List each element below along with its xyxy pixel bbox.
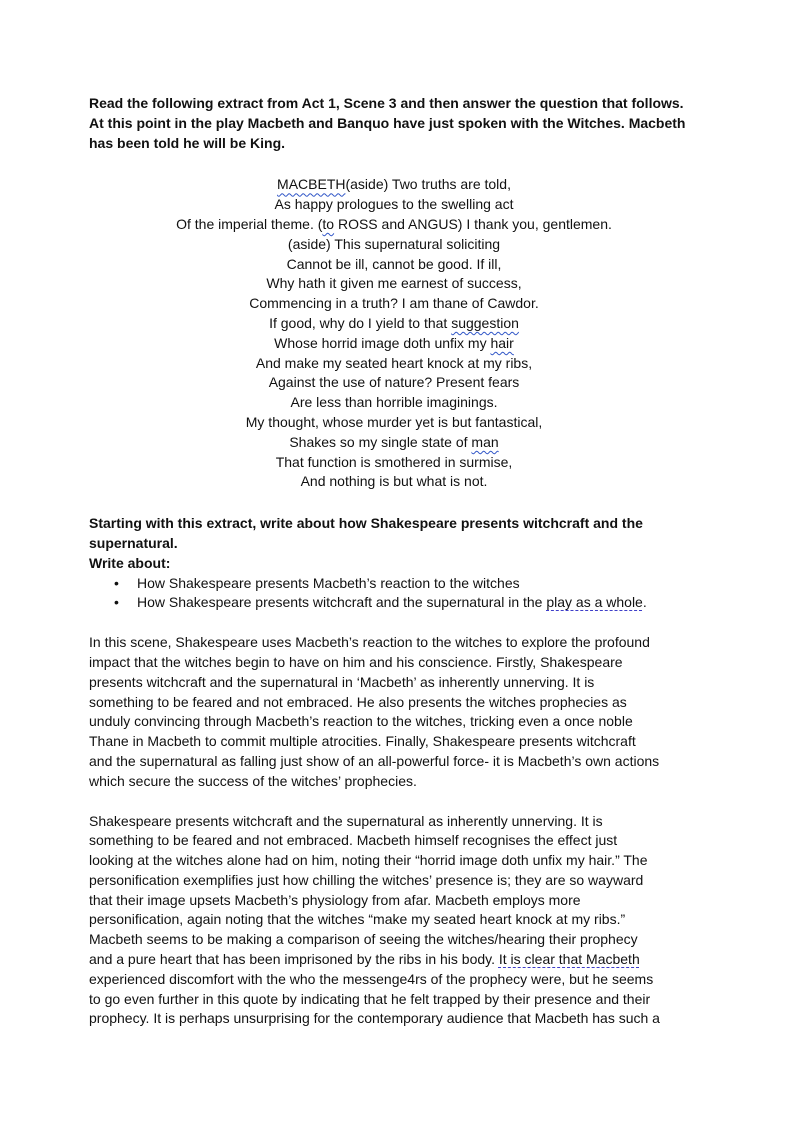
bullet-icon: • [114, 594, 119, 611]
intro-line: Read the following extract from Act 1, Scene 3 and then answer the question that follows. [89, 95, 684, 111]
essay-line: prophecy. It is perhaps unsurprising for the contemporary audience that Macbeth has such a [89, 1010, 660, 1027]
spellcheck-flag[interactable]: MACBETH [277, 176, 346, 193]
extract-line: Cannot be ill, cannot be good. If ill, [286, 255, 502, 272]
essay-line: impact that the witches begin to have on him and his conscience. Firstly, Shakespeare [89, 653, 623, 670]
grammar-flag[interactable]: It is clear that Macbeth [498, 951, 640, 968]
essay-line: which secure the success of the witches’ prophecies. [89, 772, 417, 789]
essay-paragraph-1 [89, 633, 709, 791]
extract-line: And make my seated heart knock at my ribs, [255, 354, 533, 371]
document-page [89, 94, 709, 1029]
essay-line: to go even further in this quote by indicating that he felt trapped by their presence and their [89, 990, 651, 1007]
essay-line: experienced discomfort with the who the messenge4rs of the prophecy were, but he seems [89, 970, 654, 987]
intro-line: has been told he will be King. [89, 134, 286, 151]
extract-line: MACBETH(aside) Two truths are told, [277, 176, 511, 193]
write-about-heading: Write about: [89, 554, 171, 571]
essay-line: that their image upsets Macbeth’s physiology from afar. Macbeth employs more [89, 891, 581, 908]
extract-line: And nothing is but what is not. [300, 473, 488, 490]
task-line: supernatural. [89, 534, 178, 551]
grammar-flag[interactable]: suggestion [451, 314, 519, 331]
essay-line: Shakespeare presents witchcraft and the supernatural as inherently unnerving. It is [89, 812, 603, 829]
extract-line: Why hath it given me earnest of success, [266, 275, 522, 292]
grammar-flag[interactable]: hair [490, 334, 514, 351]
essay-line: Macbeth seems to be making a comparison of seeing the witches/hearing their prophecy [89, 931, 638, 948]
essay-line: personification exemplifies just how chilling the witches’ presence is; they are so wayward [89, 871, 644, 888]
extract-line: Shakes so my single state of man [289, 433, 499, 450]
task-question [89, 514, 709, 573]
grammar-flag[interactable]: play as a whole [546, 594, 643, 611]
extract-line: Commencing in a truth? I am thane of Cawdor. [249, 295, 539, 312]
list-item: • How Shakespeare presents witchcraft and the supernatural in the play as a whole. [89, 593, 709, 613]
extract-line: Of the imperial theme. (to ROSS and ANGUS) I thank you, gentlemen. [176, 215, 612, 232]
extract-line: (aside) This supernatural soliciting [287, 235, 501, 252]
essay-line: something to be feared and not embraced. Macbeth himself recognises the effect just [89, 832, 618, 849]
grammar-flag[interactable]: man [471, 433, 499, 450]
question-intro [89, 94, 709, 153]
list-item: • How Shakespeare presents Macbeth’s reaction to the witches [89, 574, 709, 594]
essay-paragraph-2 [89, 812, 709, 1030]
essay-line: In this scene, Shakespeare uses Macbeth’s reaction to the witches to explore the profound [89, 634, 650, 651]
extract-line: Against the use of nature? Present fears [268, 374, 520, 391]
essay-line: and the supernatural as falling just show of an all-powerful force- it is Macbeth’s own actions [89, 752, 660, 769]
essay-line: looking at the witches alone had on him, noting their “horrid image doth unfix my hair.” The [89, 852, 648, 869]
essay-line: Thane in Macbeth to commit multiple atrocities. Finally, Shakespeare presents witchcraft [89, 733, 636, 750]
extract-line: If good, why do I yield to that suggestion [269, 314, 519, 331]
extract-line: Are less than horrible imaginings. [290, 394, 498, 411]
bullet-icon: • [114, 574, 119, 591]
task-line: Starting with this extract, write about how Shakespeare presents witchcraft and the [89, 515, 643, 532]
essay-line: personification, again noting that the witches “make my seated heart knock at my ribs.” [89, 911, 626, 928]
extract-line: My thought, whose murder yet is but fantastical, [245, 413, 543, 430]
intro-line: At this point in the play Macbeth and Banquo have just spoken with the Witches. Macbeth [89, 114, 686, 131]
play-extract [89, 175, 699, 492]
extract-line: As happy prologues to the swelling act [274, 196, 514, 213]
extract-line: Whose horrid image doth unfix my hair [274, 334, 514, 351]
grammar-flag[interactable]: to [322, 215, 335, 232]
extract-line: That function is smothered in surmise, [275, 453, 513, 470]
essay-line: something to be feared and not embraced. He also presents the witches prophecies as [89, 693, 627, 710]
essay-line: unduly convincing through Macbeth’s reaction to the witches, tricking even a once noble [89, 713, 633, 730]
essay-line: and a pure heart that has been imprisoned by the ribs in his body. It is clear that Macbeth [89, 951, 640, 968]
bullet-list [89, 574, 709, 614]
essay-line: presents witchcraft and the supernatural in ‘Macbeth’ as inherently unnerving. It is [89, 673, 595, 690]
